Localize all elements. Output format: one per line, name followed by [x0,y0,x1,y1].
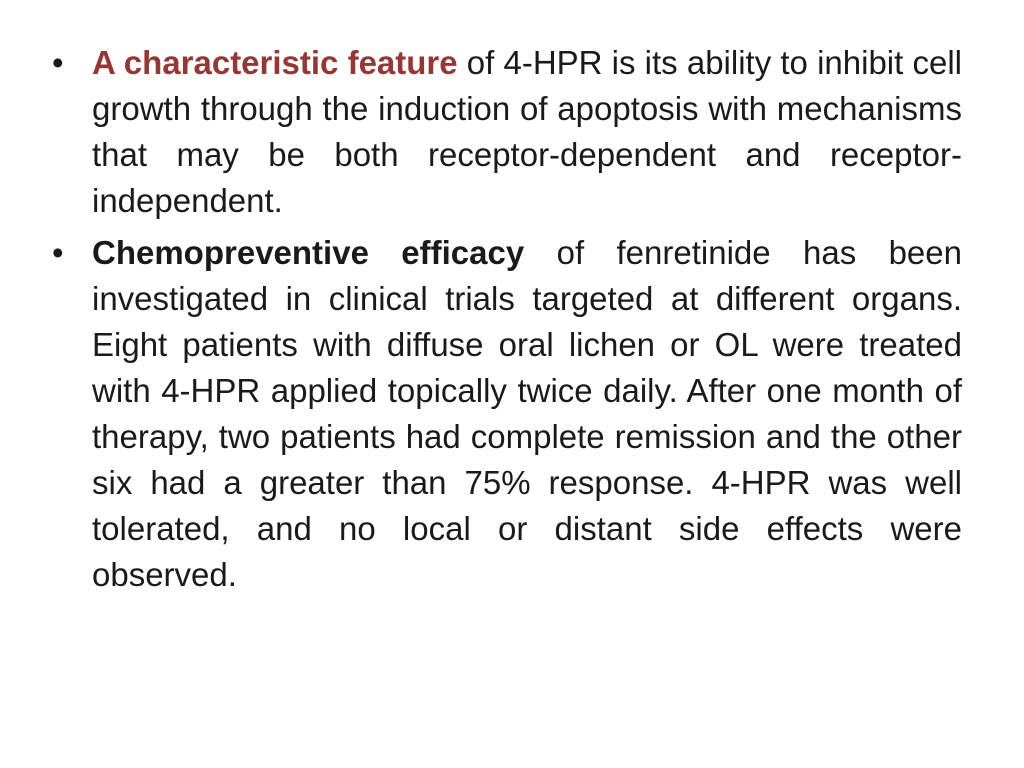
bullet-marker: • [52,234,64,271]
bullet-marker: • [52,44,64,81]
bullet-body-text: of 4-HPR is its ability to inhibit cell growth through the induction of apoptosis with mechanisms that may be both receptor-dependent and receptor-independent. [92,44,962,219]
bullet-item-chemopreventive-efficacy [52,230,962,598]
bullet-list [52,40,962,598]
bullet-body-text: of fenretinide has been investigated in clinical trials targeted at different organs. Eight patients with diffuse oral lichen or OL were treated with 4-HPR applied topically twice daily. After one month of therapy, two patients had complete remission and the other six had a greater than 75% response. 4-HPR was well tolerated, and no local or distant side effects were observed. [92,234,962,593]
bullet-item-characteristic-feature [52,40,962,224]
bullet-lead-heading: Chemopreventive efficacy [92,234,525,271]
bullet-lead-heading: A characteristic feature [92,44,458,81]
